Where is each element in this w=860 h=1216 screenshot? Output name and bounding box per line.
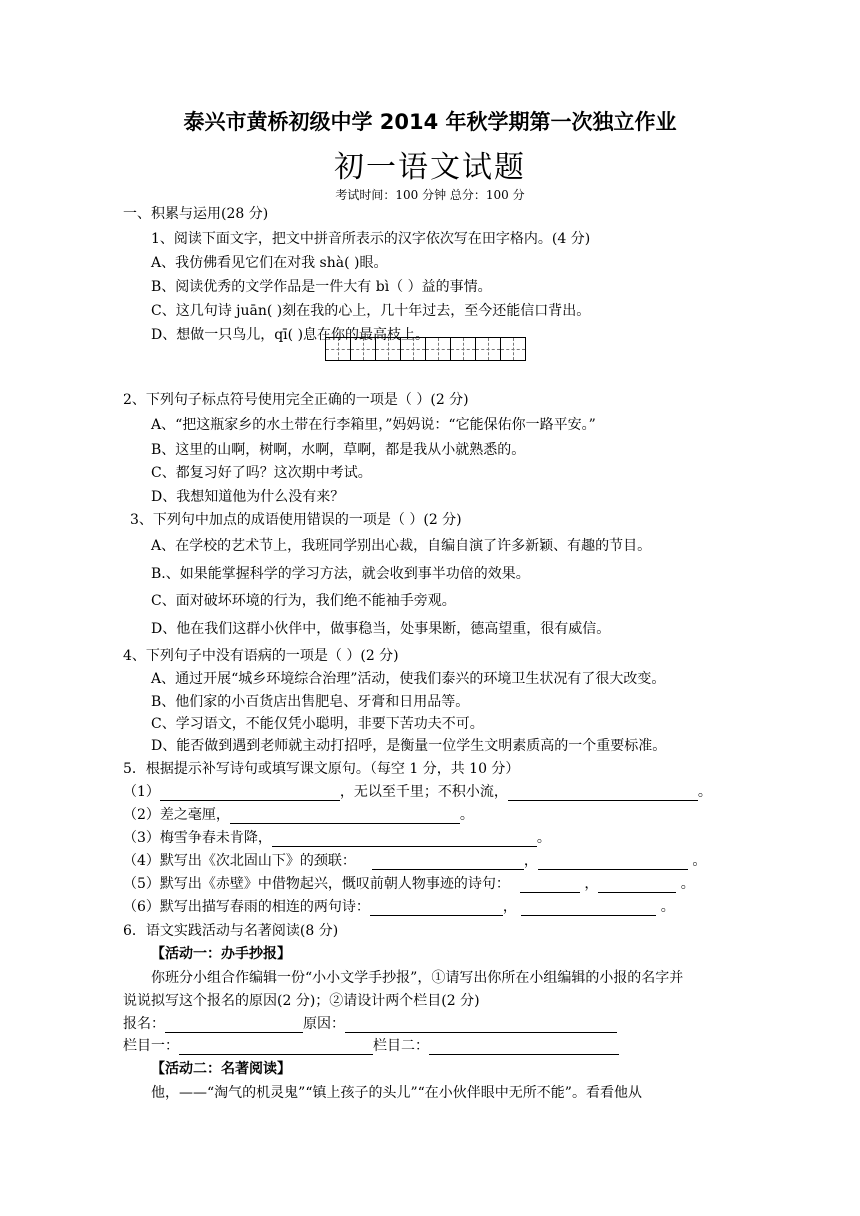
blank[interactable] — [370, 901, 503, 916]
period: 。 — [697, 784, 712, 800]
fill-line-5 — [123, 875, 695, 893]
blank[interactable] — [372, 855, 524, 870]
period: 。 — [656, 899, 675, 915]
period: 。 — [676, 876, 695, 892]
question-4-option-c: C、学习语文，不能仅凭小聪明，非要下苦功夫不可。 — [151, 716, 484, 732]
blank[interactable] — [520, 878, 580, 893]
question-5: 5．根据提示补写诗句或填写课文原句。（每空 1 分，共 10 分） — [123, 761, 520, 777]
activity-2-heading: 【活动二：名著阅读】 — [151, 1061, 291, 1077]
question-2-option-b: B、这里的山啊，树啊，水啊，草啊，都是我从小就熟悉的。 — [151, 442, 526, 458]
section-heading: 一、积累与运用(28 分) — [123, 206, 269, 222]
reason-blank[interactable] — [345, 1018, 617, 1033]
exam-info: 考试时间：100 分钟 总分：100 分 — [335, 188, 525, 202]
fill-label: （6）默写出描写春雨的相连的两句诗： — [123, 899, 370, 915]
fill-label: （2）差之毫厘， — [123, 807, 230, 823]
grid-cell[interactable] — [451, 338, 476, 361]
fill-line-1 — [123, 783, 712, 801]
blank[interactable] — [230, 809, 460, 824]
question-3-option-d: D、他在我们这群小伙伴中，做事稳当，处事果断，德高望重，很有威信。 — [151, 621, 611, 637]
paper-name-blank[interactable] — [165, 1018, 303, 1033]
question-6: 6．语文实践活动与名著阅读(8 分) — [123, 923, 339, 939]
activity-1-text: 你班分小组合作编辑一份“小小文学手抄报”，①请写出你所在小组编辑的小报的名字并 — [151, 970, 684, 986]
column-2-label: 栏目二： — [373, 1038, 429, 1054]
columns-line — [123, 1037, 619, 1055]
question-1-option-d: D、想做一只鸟儿，qī( )息在你的最高枝上。 — [151, 327, 430, 343]
fill-line-3 — [123, 829, 551, 847]
fill-label: （3）梅雪争春未肯降， — [123, 830, 272, 846]
question-2-option-d: D、我想知道他为什么没有来？ — [151, 489, 345, 505]
activity-1-heading: 【活动一：办手抄报】 — [151, 946, 291, 962]
question-4-option-b: B、他们家的小百货店出售肥皂、牙膏和日用品等。 — [151, 694, 470, 710]
blank[interactable] — [538, 855, 688, 870]
question-3-option-a: A、在学校的艺术节上，我班同学别出心裁，自编自演了许多新颖、有趣的节目。 — [151, 538, 652, 554]
fill-line-2 — [123, 806, 474, 824]
comma: ， — [523, 853, 538, 869]
comma: ， — [502, 899, 522, 915]
fill-line-6 — [123, 898, 675, 916]
column-1-label: 栏目一： — [123, 1038, 179, 1054]
fill-label: （1） — [123, 784, 160, 800]
comma: ， — [579, 876, 599, 892]
fill-label: （4）默写出《次北固山下》的颈联： — [123, 853, 356, 869]
question-3: 3、下列句中加点的成语使用错误的一项是（ ）(2 分) — [130, 512, 462, 528]
question-3-option-b: B.、如果能掌握科学的学习方法，就会收到事半功倍的效果。 — [151, 566, 530, 582]
period: 。 — [687, 853, 707, 869]
grid-cell[interactable] — [326, 338, 351, 361]
question-4: 4、下列句子中没有语病的一项是（ ）(2 分) — [123, 648, 399, 664]
question-1-option-b: B、阅读优秀的文学作品是一件大有 bì（ ）益的事情。 — [151, 279, 492, 295]
period: 。 — [459, 807, 474, 823]
question-1: 1、阅读下面文字，把文中拼音所表示的汉字依次写在田字格内。(4 分) — [151, 231, 591, 247]
grid-cell[interactable] — [376, 338, 401, 361]
school-title: 泰兴市黄桥初级中学 2014 年秋学期第一次独立作业 — [183, 110, 677, 134]
column-1-blank[interactable] — [179, 1040, 373, 1055]
fill-label: ，无以至千里；不积小流， — [339, 784, 508, 800]
question-2-option-a: A、“把这瓶家乡的水土带在行李箱里，”妈妈说：“它能保佑你一路平安。” — [151, 417, 596, 433]
question-2: 2、下列句子标点符号使用完全正确的一项是（ ）(2 分) — [123, 392, 469, 408]
grid-cell[interactable] — [351, 338, 376, 361]
grid-cell[interactable] — [426, 338, 451, 361]
question-1-option-c: C、这几句诗 juān( )刻在我的心上，几十年过去，至今还能信口背出。 — [151, 303, 591, 319]
blank[interactable] — [598, 878, 676, 893]
grid-cell[interactable] — [501, 338, 526, 361]
column-2-blank[interactable] — [429, 1040, 619, 1055]
grid-cell[interactable] — [476, 338, 501, 361]
blank[interactable] — [508, 786, 698, 801]
question-4-option-d: D、能否做到遇到老师就主动打招呼，是衡量一位学生文明素质高的一个重要标准。 — [151, 738, 667, 754]
period: 。 — [536, 830, 551, 846]
blank[interactable] — [272, 832, 537, 847]
question-3-option-c: C、面对破坏环境的行为，我们绝不能袖手旁观。 — [151, 593, 456, 609]
question-4-option-a: A、通过开展“城乡环境综合治理”活动，使我们泰兴的环境卫生状况有了很大改变。 — [151, 671, 666, 687]
paper-name-label: 报名： — [123, 1016, 165, 1032]
tianzige-answer-grid[interactable] — [325, 337, 526, 361]
exam-title: 初一语文试题 — [334, 150, 526, 185]
grid-cell[interactable] — [401, 338, 426, 361]
question-2-option-c: C、都复习好了吗？这次期中考试。 — [151, 465, 372, 481]
activity-2-text: 他，——“淘气的机灵鬼”“镇上孩子的头儿”“在小伙伴眼中无所不能”。看看他从 — [151, 1085, 642, 1101]
reason-label: 原因： — [303, 1016, 345, 1032]
blank[interactable] — [160, 786, 340, 801]
fill-label: （5）默写出《赤壁》中借物起兴，慨叹前朝人物事迹的诗句： — [123, 876, 510, 892]
fill-line-4 — [123, 852, 706, 870]
question-1-option-a: A、我仿佛看见它们在对我 shà( )眼。 — [151, 255, 388, 271]
name-reason-line — [123, 1015, 617, 1033]
blank[interactable] — [521, 901, 656, 916]
activity-1-text: 说说拟写这个报名的原因(2 分)；②请设计两个栏目(2 分) — [123, 993, 480, 1009]
